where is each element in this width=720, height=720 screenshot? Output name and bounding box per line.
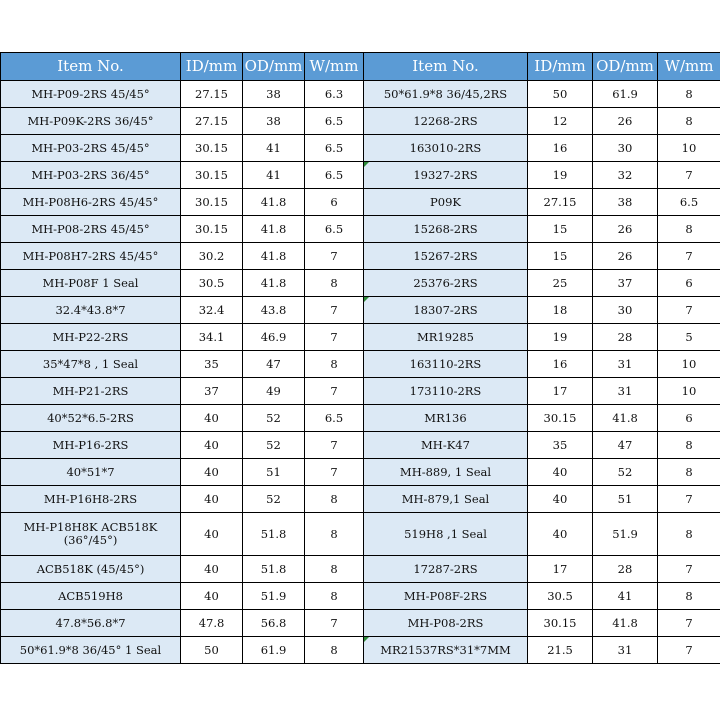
cell-w-right: 10 (658, 135, 720, 162)
cell-w-right: 8 (658, 459, 720, 486)
table-row (1, 108, 720, 135)
table-row (1, 610, 720, 637)
cell-item-no-left: MH-P03-2RS 36/45° (1, 162, 181, 189)
cell-w-right: 7 (658, 486, 720, 513)
cell-item-no-right: 173110-2RS (364, 378, 528, 405)
cell-id-right: 19 (528, 162, 593, 189)
cell-item-no-left: MH-P21-2RS (1, 378, 181, 405)
cell-od-right: 37 (593, 270, 658, 297)
cell-item-no-right: MH-K47 (364, 432, 528, 459)
cell-w-left: 8 (305, 351, 364, 378)
cell-w-right: 8 (658, 216, 720, 243)
cell-od-left: 51 (243, 459, 305, 486)
cell-od-left: 47 (243, 351, 305, 378)
cell-item-no-right: MH-P08-2RS (364, 610, 528, 637)
cell-item-no-right: MR19285 (364, 324, 528, 351)
cell-item-no-right: 519H8 ,1 Seal (364, 513, 528, 556)
table-row (1, 459, 720, 486)
cell-id-left: 40 (181, 459, 243, 486)
cell-w-left: 7 (305, 432, 364, 459)
cell-id-right: 30.15 (528, 405, 593, 432)
cell-od-left: 46.9 (243, 324, 305, 351)
cell-id-left: 40 (181, 556, 243, 583)
cell-w-right: 7 (658, 637, 720, 664)
cell-od-right: 26 (593, 243, 658, 270)
cell-item-no-left: MH-P09-2RS 45/45° (1, 81, 181, 108)
table-row (1, 216, 720, 243)
cell-item-no-right: 17287-2RS (364, 556, 528, 583)
cell-w-left: 8 (305, 583, 364, 610)
cell-w-left: 8 (305, 513, 364, 556)
cell-id-left: 30.15 (181, 162, 243, 189)
table-row (1, 513, 720, 556)
cell-od-left: 61.9 (243, 637, 305, 664)
cell-id-left: 30.15 (181, 189, 243, 216)
cell-w-left: 7 (305, 324, 364, 351)
cell-od-left: 52 (243, 405, 305, 432)
cell-w-right: 10 (658, 351, 720, 378)
cell-od-right: 32 (593, 162, 658, 189)
cell-od-right: 41.8 (593, 405, 658, 432)
cell-od-left: 51.8 (243, 513, 305, 556)
cell-id-right: 16 (528, 135, 593, 162)
cell-id-right: 15 (528, 243, 593, 270)
cell-od-right: 41 (593, 583, 658, 610)
cell-w-left: 7 (305, 459, 364, 486)
cell-id-right: 35 (528, 432, 593, 459)
header-item-no-right: Item No. (364, 53, 528, 81)
cell-item-no-right: P09K (364, 189, 528, 216)
cell-item-no-right: 25376-2RS (364, 270, 528, 297)
cell-id-left: 37 (181, 378, 243, 405)
table-body (1, 81, 720, 664)
cell-od-right: 28 (593, 556, 658, 583)
table-row (1, 637, 720, 664)
cell-item-no-left: ACB518K (45/45°) (1, 556, 181, 583)
cell-w-left: 7 (305, 610, 364, 637)
cell-id-left: 30.2 (181, 243, 243, 270)
cell-w-left: 6 (305, 189, 364, 216)
header-w-left: W/mm (305, 53, 364, 81)
cell-w-right: 7 (658, 243, 720, 270)
table-row (1, 324, 720, 351)
cell-id-left: 27.15 (181, 108, 243, 135)
cell-w-left: 7 (305, 378, 364, 405)
cell-id-right: 27.15 (528, 189, 593, 216)
cell-od-left: 38 (243, 81, 305, 108)
cell-od-right: 30 (593, 135, 658, 162)
cell-id-right: 16 (528, 351, 593, 378)
cell-od-right: 31 (593, 637, 658, 664)
table-row (1, 297, 720, 324)
cell-w-left: 8 (305, 637, 364, 664)
cell-id-left: 40 (181, 405, 243, 432)
cell-w-right: 8 (658, 513, 720, 556)
cell-item-no-left: 47.8*56.8*7 (1, 610, 181, 637)
cell-item-no-right: 18307-2RS (364, 297, 528, 324)
cell-id-left: 50 (181, 637, 243, 664)
cell-item-no-left: ACB519H8 (1, 583, 181, 610)
table-row (1, 162, 720, 189)
cell-id-left: 30.15 (181, 216, 243, 243)
cell-w-right: 8 (658, 432, 720, 459)
table-row (1, 378, 720, 405)
cell-id-right: 17 (528, 556, 593, 583)
cell-w-right: 8 (658, 81, 720, 108)
cell-id-left: 40 (181, 513, 243, 556)
cell-od-left: 41 (243, 162, 305, 189)
cell-id-right: 19 (528, 324, 593, 351)
cell-id-left: 34.1 (181, 324, 243, 351)
cell-item-no-right: 12268-2RS (364, 108, 528, 135)
cell-id-right: 12 (528, 108, 593, 135)
cell-item-no-left: 50*61.9*8 36/45° 1 Seal (1, 637, 181, 664)
table-row (1, 81, 720, 108)
cell-od-right: 41.8 (593, 610, 658, 637)
cell-w-right: 8 (658, 108, 720, 135)
cell-id-left: 32.4 (181, 297, 243, 324)
cell-item-no-left: MH-P16H8-2RS (1, 486, 181, 513)
cell-id-right: 30.5 (528, 583, 593, 610)
cell-od-right: 38 (593, 189, 658, 216)
cell-od-left: 41.8 (243, 216, 305, 243)
cell-w-left: 6.5 (305, 216, 364, 243)
cell-item-no-left: MH-P09K-2RS 36/45° (1, 108, 181, 135)
cell-od-right: 30 (593, 297, 658, 324)
cell-od-left: 41 (243, 135, 305, 162)
cell-w-left: 6.5 (305, 162, 364, 189)
cell-w-right: 8 (658, 583, 720, 610)
cell-item-no-left: 40*52*6.5-2RS (1, 405, 181, 432)
header-row (1, 53, 720, 81)
header-id-left: ID/mm (181, 53, 243, 81)
cell-item-no-right: 50*61.9*8 36/45,2RS (364, 81, 528, 108)
cell-w-left: 7 (305, 297, 364, 324)
table-row (1, 486, 720, 513)
table-row (1, 556, 720, 583)
cell-w-left: 6.5 (305, 108, 364, 135)
cell-w-left: 6.3 (305, 81, 364, 108)
cell-id-right: 15 (528, 216, 593, 243)
cell-item-no-left: MH-P18H8K ACB518K (36°/45°) (1, 513, 181, 556)
cell-id-right: 40 (528, 486, 593, 513)
cell-item-no-right: MH-879,1 Seal (364, 486, 528, 513)
header-od-right: OD/mm (593, 53, 658, 81)
cell-w-right: 7 (658, 610, 720, 637)
cell-od-right: 52 (593, 459, 658, 486)
cell-item-no-right: 163110-2RS (364, 351, 528, 378)
cell-od-left: 51.8 (243, 556, 305, 583)
cell-item-no-left: MH-P08F 1 Seal (1, 270, 181, 297)
cell-id-left: 35 (181, 351, 243, 378)
cell-item-no-right: 15267-2RS (364, 243, 528, 270)
cell-od-left: 52 (243, 432, 305, 459)
cell-w-right: 7 (658, 297, 720, 324)
cell-od-left: 56.8 (243, 610, 305, 637)
cell-item-no-left: 35*47*8 , 1 Seal (1, 351, 181, 378)
table-row (1, 243, 720, 270)
cell-id-left: 40 (181, 486, 243, 513)
table-row (1, 583, 720, 610)
header-od-left: OD/mm (243, 53, 305, 81)
cell-od-left: 41.8 (243, 270, 305, 297)
cell-id-left: 30.5 (181, 270, 243, 297)
cell-id-left: 27.15 (181, 81, 243, 108)
cell-item-no-right: 163010-2RS (364, 135, 528, 162)
table-row (1, 270, 720, 297)
cell-w-right: 5 (658, 324, 720, 351)
cell-w-left: 6.5 (305, 405, 364, 432)
cell-w-left: 8 (305, 486, 364, 513)
header-id-right: ID/mm (528, 53, 593, 81)
cell-id-left: 30.15 (181, 135, 243, 162)
cell-id-left: 40 (181, 432, 243, 459)
cell-id-right: 30.15 (528, 610, 593, 637)
cell-od-right: 51 (593, 486, 658, 513)
table-row (1, 135, 720, 162)
cell-od-right: 61.9 (593, 81, 658, 108)
cell-od-right: 26 (593, 216, 658, 243)
bearing-spec-table (0, 52, 720, 664)
cell-w-left: 8 (305, 270, 364, 297)
cell-od-left: 43.8 (243, 297, 305, 324)
cell-item-no-right: 19327-2RS (364, 162, 528, 189)
cell-w-right: 6.5 (658, 189, 720, 216)
cell-item-no-right: 15268-2RS (364, 216, 528, 243)
table-row (1, 189, 720, 216)
cell-od-left: 41.8 (243, 243, 305, 270)
cell-item-no-right: MR21537RS*31*7MM (364, 637, 528, 664)
cell-od-left: 38 (243, 108, 305, 135)
cell-item-no-right: MH-P08F-2RS (364, 583, 528, 610)
cell-od-left: 41.8 (243, 189, 305, 216)
cell-od-right: 51.9 (593, 513, 658, 556)
cell-id-right: 18 (528, 297, 593, 324)
cell-od-right: 26 (593, 108, 658, 135)
cell-od-right: 31 (593, 378, 658, 405)
cell-item-no-right: MH-889, 1 Seal (364, 459, 528, 486)
cell-item-no-left: MH-P08H7-2RS 45/45° (1, 243, 181, 270)
cell-item-no-left: MH-P16-2RS (1, 432, 181, 459)
cell-w-right: 7 (658, 556, 720, 583)
header-item-no-left: Item No. (1, 53, 181, 81)
cell-w-right: 6 (658, 405, 720, 432)
cell-od-left: 49 (243, 378, 305, 405)
cell-id-right: 40 (528, 513, 593, 556)
cell-item-no-left: MH-P08H6-2RS 45/45° (1, 189, 181, 216)
cell-id-right: 50 (528, 81, 593, 108)
cell-od-left: 52 (243, 486, 305, 513)
cell-item-no-right: MR136 (364, 405, 528, 432)
cell-w-left: 6.5 (305, 135, 364, 162)
cell-id-right: 21.5 (528, 637, 593, 664)
cell-w-right: 7 (658, 162, 720, 189)
cell-od-left: 51.9 (243, 583, 305, 610)
cell-od-right: 47 (593, 432, 658, 459)
table-row (1, 351, 720, 378)
cell-w-right: 10 (658, 378, 720, 405)
cell-w-left: 8 (305, 556, 364, 583)
cell-id-left: 47.8 (181, 610, 243, 637)
cell-item-no-left: MH-P22-2RS (1, 324, 181, 351)
cell-item-no-left: 40*51*7 (1, 459, 181, 486)
cell-w-left: 7 (305, 243, 364, 270)
cell-item-no-left: MH-P03-2RS 45/45° (1, 135, 181, 162)
cell-od-right: 28 (593, 324, 658, 351)
table-row (1, 432, 720, 459)
cell-item-no-left: 32.4*43.8*7 (1, 297, 181, 324)
cell-id-left: 40 (181, 583, 243, 610)
header-w-right: W/mm (658, 53, 720, 81)
cell-id-right: 25 (528, 270, 593, 297)
cell-w-right: 6 (658, 270, 720, 297)
cell-item-no-left: MH-P08-2RS 45/45° (1, 216, 181, 243)
cell-id-right: 17 (528, 378, 593, 405)
cell-od-right: 31 (593, 351, 658, 378)
cell-id-right: 40 (528, 459, 593, 486)
table-row (1, 405, 720, 432)
